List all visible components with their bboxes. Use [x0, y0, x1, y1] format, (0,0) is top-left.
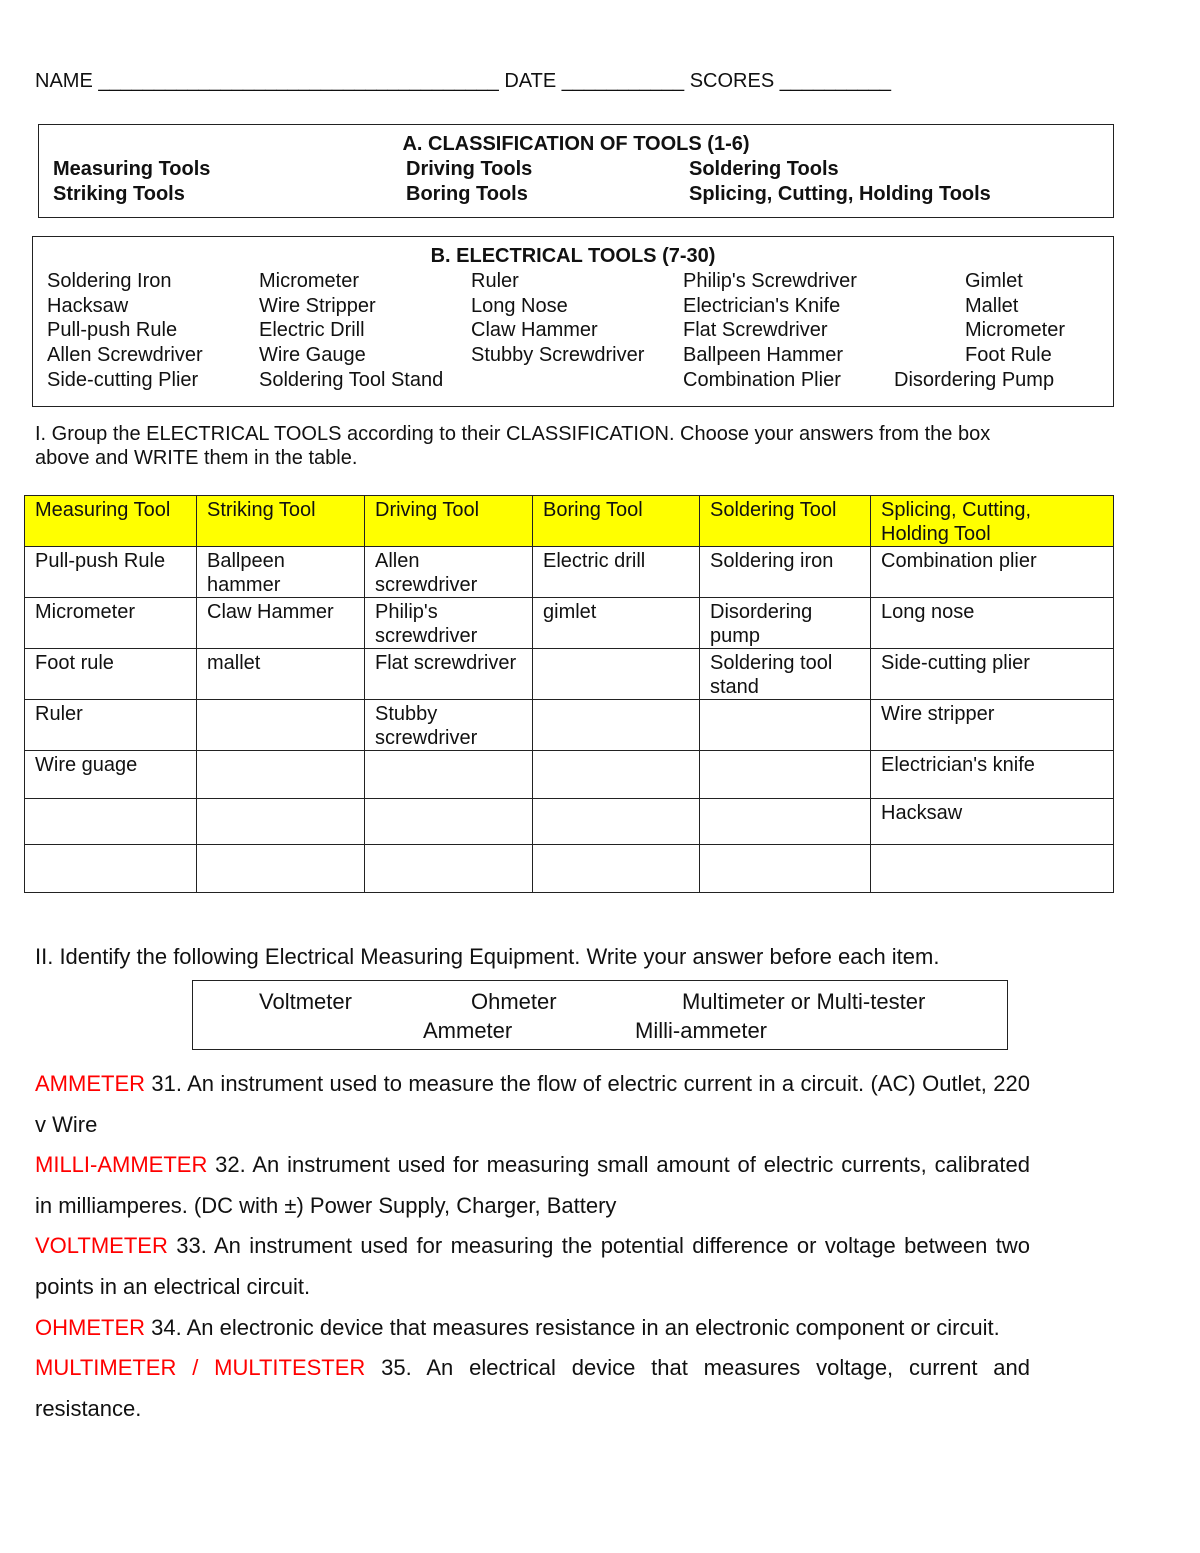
table-row [25, 799, 1114, 845]
table-cell[interactable] [533, 700, 700, 751]
tool-item: Hacksaw [47, 295, 129, 317]
table-cell[interactable] [700, 700, 871, 751]
tool-item: Philip's Screwdriver [683, 270, 857, 292]
table-cell[interactable]: Pull-push Rule [25, 547, 197, 598]
scores-blank[interactable]: __________ [779, 70, 891, 92]
table-cell[interactable] [365, 845, 533, 893]
classification-item: Measuring Tools [53, 158, 211, 180]
answers-list [35, 1064, 1030, 1429]
tool-item: Wire Stripper [259, 295, 376, 317]
table-cell[interactable] [197, 751, 365, 799]
tool-item: Ballpeen Hammer [683, 344, 844, 366]
classification-item: Driving Tools [406, 158, 533, 180]
tool-item: Micrometer [965, 319, 1066, 341]
choice-item: Ammeter [423, 1018, 513, 1043]
table-cell[interactable]: Electrician's knife [871, 751, 1114, 799]
answer-text[interactable]: MILLI-AMMETER [35, 1152, 208, 1178]
grouping-table [24, 495, 1114, 893]
electrical-tools-box [32, 236, 1114, 407]
header-splicing-tool: Splicing, Cutting, Holding Tool [871, 496, 1114, 547]
answer-text[interactable]: AMMETER [35, 1071, 145, 1096]
tool-item: Disordering Pump [894, 369, 1055, 391]
tool-item: Combination Plier [683, 369, 841, 391]
table-cell[interactable] [533, 799, 700, 845]
classification-item: Boring Tools [406, 183, 528, 205]
classification-title: A. CLASSIFICATION OF TOOLS (1-6) [402, 133, 750, 155]
table-cell[interactable] [25, 845, 197, 893]
tool-item: Electric Drill [259, 319, 365, 341]
table-cell[interactable] [700, 845, 871, 893]
table-cell[interactable]: Micrometer [25, 598, 197, 649]
name-blank[interactable]: ____________________________________ [98, 70, 499, 92]
tool-item: Mallet [965, 295, 1019, 317]
table-row [25, 598, 1114, 649]
classification-item: Soldering Tools [689, 158, 839, 180]
instruction-identify: II. Identify the following Electrical Measuring Equipment. Write your answer before each item. [35, 944, 940, 969]
answer-item [35, 1308, 1030, 1349]
table-cell[interactable]: Side-cutting plier [871, 649, 1114, 700]
choice-item: Milli-ammeter [635, 1018, 767, 1043]
answer-item [35, 1145, 1030, 1226]
tool-item: Claw Hammer [471, 319, 598, 341]
table-cell[interactable] [365, 799, 533, 845]
answer-text[interactable]: OHMETER [35, 1314, 145, 1340]
question-text: 34. An electronic device that measures resistance in an electronic component or circuit. [145, 1314, 1000, 1340]
header-measuring-tool: Measuring Tool [25, 496, 197, 547]
table-cell[interactable] [533, 649, 700, 700]
tool-item: Soldering Tool Stand [259, 369, 444, 391]
header-line [35, 70, 891, 93]
table-cell[interactable]: Electric drill [533, 547, 700, 598]
header-driving-tool: Driving Tool [365, 496, 533, 547]
header-striking-tool: Striking Tool [197, 496, 365, 547]
table-row [25, 751, 1114, 799]
question-text: 33. An instrument used for measuring the potential difference or voltage between two points in an electrical circuit. [35, 1233, 1030, 1299]
tool-item: Pull-push Rule [47, 319, 178, 341]
answer-item [35, 1226, 1030, 1307]
classification-box [38, 124, 1114, 218]
table-cell[interactable]: Hacksaw [871, 799, 1114, 845]
table-cell[interactable] [365, 751, 533, 799]
classification-item: Striking Tools [53, 183, 185, 205]
table-cell[interactable]: Philip's screwdriver [365, 598, 533, 649]
table-cell[interactable]: Wire guage [25, 751, 197, 799]
tool-item: Flat Screwdriver [683, 319, 828, 341]
table-cell[interactable]: Flat screwdriver [365, 649, 533, 700]
table-cell[interactable] [197, 845, 365, 893]
table-cell[interactable]: Allen screwdriver [365, 547, 533, 598]
table-header-row [25, 496, 1114, 547]
tool-item: Stubby Screwdriver [471, 344, 645, 366]
answer-item [35, 1064, 1030, 1145]
table-cell[interactable]: mallet [197, 649, 365, 700]
name-label: NAME [35, 70, 93, 92]
table-row [25, 700, 1114, 751]
tool-item: Allen Screwdriver [47, 344, 203, 366]
header-boring-tool: Boring Tool [533, 496, 700, 547]
table-cell[interactable]: gimlet [533, 598, 700, 649]
question-text: 32. An instrument used for measuring small amount of electric currents, calibrated in milliamperes. (DC with ±) Power Supply, Charger, Battery [35, 1152, 1030, 1218]
tool-item: Electrician's Knife [683, 295, 841, 317]
table-cell[interactable]: Disordering pump [700, 598, 871, 649]
tool-item: Long Nose [471, 295, 568, 317]
choices-box [192, 980, 1008, 1050]
table-cell[interactable]: Foot rule [25, 649, 197, 700]
table-cell[interactable]: Stubby screwdriver [365, 700, 533, 751]
tool-item: Ruler [471, 270, 519, 292]
answer-text[interactable]: MULTIMETER / MULTITESTER [35, 1355, 366, 1381]
table-row [25, 649, 1114, 700]
tool-item: Side-cutting Plier [47, 369, 199, 391]
table-cell[interactable]: Soldering tool stand [700, 649, 871, 700]
choice-item: Voltmeter [259, 989, 352, 1014]
table-cell[interactable]: Ballpeen hammer [197, 547, 365, 598]
answer-text[interactable]: VOLTMETER [35, 1233, 168, 1259]
table-cell[interactable]: Ruler [25, 700, 197, 751]
electrical-tools-title: B. ELECTRICAL TOOLS (7-30) [430, 245, 716, 267]
classification-item: Splicing, Cutting, Holding Tools [689, 183, 991, 205]
table-cell[interactable]: Wire stripper [871, 700, 1114, 751]
date-label: DATE [504, 70, 557, 92]
scores-label: SCORES [689, 70, 775, 92]
table-cell[interactable]: Long nose [871, 598, 1114, 649]
table-cell[interactable]: Soldering iron [700, 547, 871, 598]
table-cell[interactable] [700, 751, 871, 799]
tool-item: Gimlet [965, 270, 1023, 292]
instruction-group: I. Group the ELECTRICAL TOOLS according to their CLASSIFICATION. Choose your answers from the box above and WRITE them in the table. [35, 423, 991, 469]
table-cell[interactable]: Claw Hammer [197, 598, 365, 649]
table-cell[interactable] [700, 799, 871, 845]
table-cell[interactable] [871, 845, 1114, 893]
header-soldering-tool: Soldering Tool [700, 496, 871, 547]
question-text: 35. An electrical device that measures voltage, current and resistance. [35, 1355, 1031, 1421]
table-row [25, 845, 1114, 893]
tool-item: Wire Gauge [259, 344, 366, 366]
answer-item [35, 1348, 1030, 1429]
table-cell[interactable] [533, 751, 700, 799]
table-cell[interactable] [533, 845, 700, 893]
choice-item: Multimeter or Multi-tester [682, 989, 926, 1014]
choice-item: Ohmeter [471, 989, 557, 1014]
tool-item: Foot Rule [965, 344, 1052, 366]
table-cell[interactable]: Combination plier [871, 547, 1114, 598]
table-row [25, 547, 1114, 598]
question-text: 31. An instrument used to measure the flow of electric current in a circuit. (AC) Outlet, 220 v Wire [35, 1071, 1030, 1137]
tool-item: Soldering Iron [47, 270, 172, 292]
table-cell[interactable] [197, 700, 365, 751]
table-cell[interactable] [25, 799, 197, 845]
table-cell[interactable] [197, 799, 365, 845]
tool-item: Micrometer [259, 270, 360, 292]
date-blank[interactable]: ___________ [561, 70, 685, 92]
